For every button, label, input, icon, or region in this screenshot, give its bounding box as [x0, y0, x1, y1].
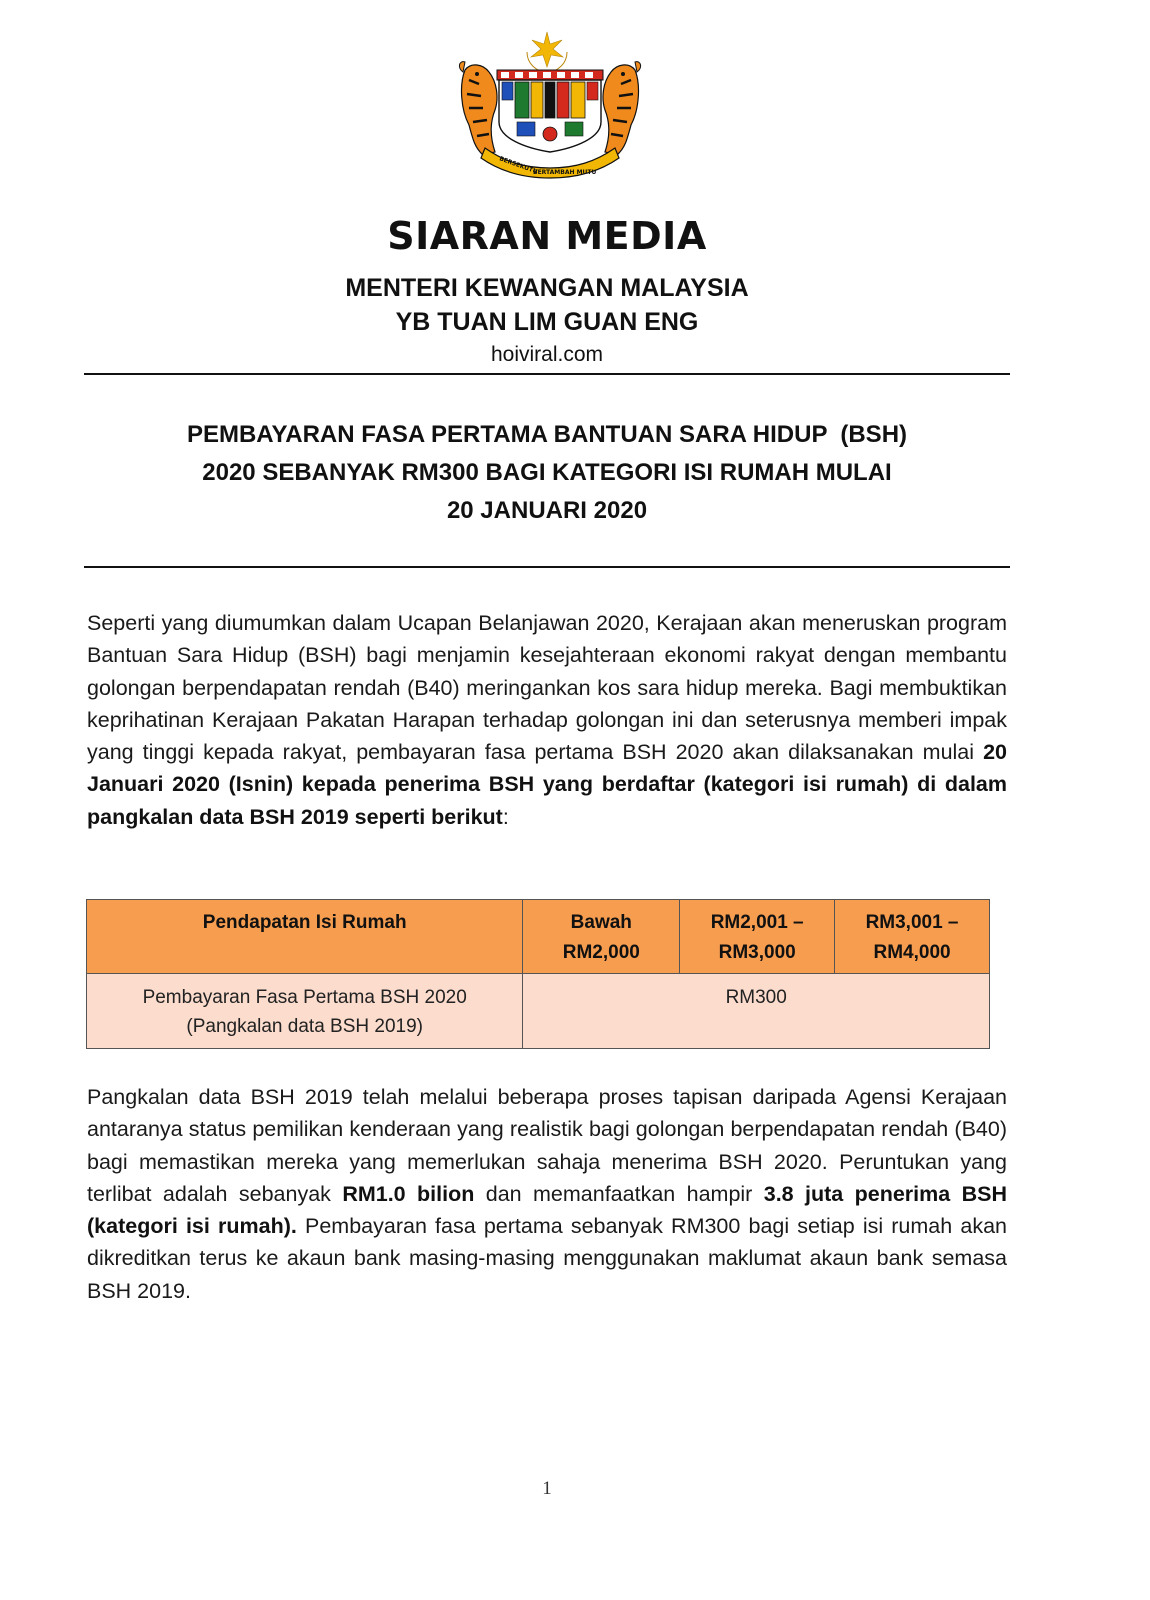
paragraph-intro-text: Seperti yang diumumkan dalam Ucapan Belanjawan 2020, Kerajaan akan meneruskan program Bantuan Sara Hidup (BSH) bagi menjamin kesejahteraan ekonomi rakyat dengan membantu golongan berpendapatan rendah (B40) meringankan kos sara hidup mereka. Bagi membuktikan keprihatinan Kerajaan Pakatan Harapan terhadap golongan ini dan seterusnya memberi impak yang tinggi kepada rakyat, pembayaran fasa pertama BSH 2020 akan dilaksanakan mulai — [87, 611, 1007, 765]
svg-text:BERTAMBAH MUTU: BERTAMBAH MUTU — [533, 169, 597, 176]
headline-line-1: PEMBAYARAN FASA PERTAMA BANTUAN SARA HIDUP (BSH) — [186, 421, 908, 448]
paragraph-intro-bold: 20 Januari 2020 (Isnin) kepada penerima BSH yang berdaftar (kategori isi rumah) di dalam pangkalan data BSH 2019 seperti berikut — [87, 740, 1007, 829]
header-2001-3000: RM2,001 – RM3,000 — [680, 900, 835, 974]
row-label: Pembayaran Fasa Pertama BSH 2020 (Pangkalan data BSH 2019) — [87, 974, 523, 1049]
table-header-row — [87, 900, 990, 974]
right-tiger-icon — [603, 62, 641, 155]
divider-top — [84, 373, 1010, 375]
left-tiger-icon — [459, 62, 497, 155]
headline-line-3: 20 JANUARI 2020 — [446, 497, 648, 524]
website-label: hoiviral.com — [490, 343, 604, 366]
shield-icon — [497, 70, 603, 152]
ministry-name: MENTERI KEWANGAN MALAYSIA — [345, 274, 749, 302]
recipient-count: 3.8 juta penerima BSH (kategori isi rumah). — [87, 1181, 1008, 1239]
svg-text:BERSEKUTU: BERSEKUTU — [498, 155, 539, 176]
header-below-2000: Bawah RM2,000 — [523, 900, 680, 974]
headline — [84, 416, 1010, 530]
minister-name: YB TUAN LIM GUAN ENG — [395, 308, 699, 336]
header-household-income: Pendapatan Isi Rumah — [87, 900, 523, 974]
page-number: 1 — [542, 1478, 552, 1499]
divider-bottom — [84, 566, 1010, 568]
row-amount: RM300 — [523, 974, 990, 1049]
page-title: SIARAN MEDIA — [387, 214, 707, 258]
crescent-star-icon — [527, 32, 567, 72]
header-3001-4000: RM3,001 – RM4,000 — [835, 900, 990, 974]
allocation-amount: RM1.0 bilion — [342, 1181, 475, 1206]
coat-of-arms-logo — [455, 30, 645, 180]
paragraph-intro-end: : — [502, 804, 509, 829]
headline-line-2: 2020 SEBANYAK RM300 BAGI KATEGORI ISI RUMAH MULAI — [202, 459, 892, 486]
bsh-payment-table — [86, 899, 990, 1049]
table-row — [87, 974, 990, 1049]
paragraph-details: Pangkalan data BSH 2019 telah melalui beberapa proses tapisan daripada Agensi Kerajaan antaranya status pemilikan kenderaan yang realistik bagi golongan berpendapatan rendah (B40) bagi memastikan mereka yang memerlukan sahaja menerima BSH 2020. Peruntukan yang terlibat adalah sebanyak RM1.0 bilion dan memanfaatkan hampir 3.8 juta penerima BSH (kategori isi rumah). Pembayaran fasa pertama sebanyak RM300 bagi setiap isi rumah akan dikreditkan terus ke akaun bank masing-masing menggunakan maklumat akaun bank semasa BSH 2019. — [87, 1085, 1008, 1303]
paragraph-intro — [87, 607, 1007, 833]
